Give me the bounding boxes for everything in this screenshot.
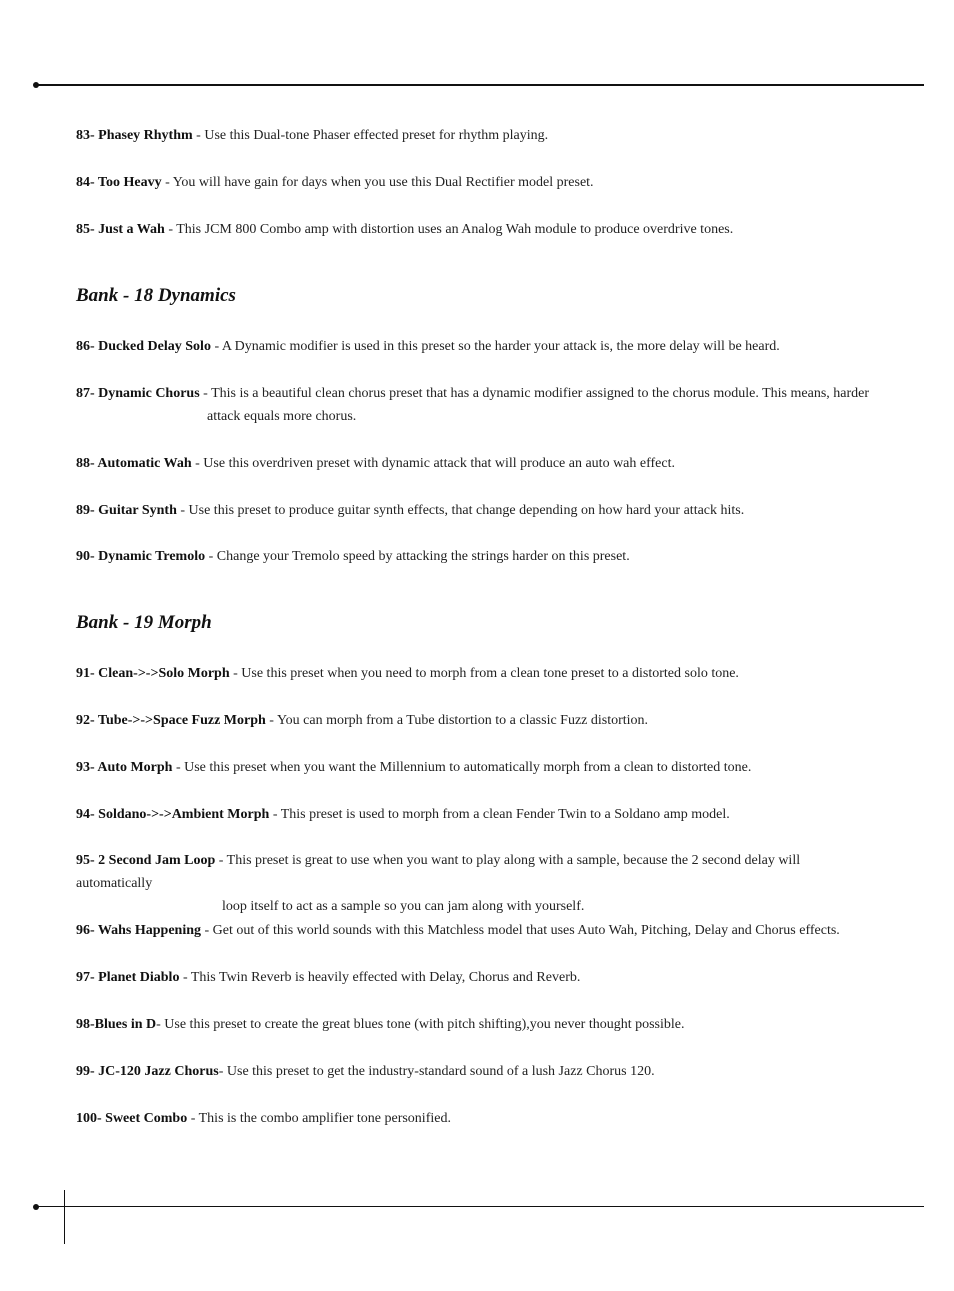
preset-description: - Use this preset to produce guitar synth effects, that change depending on how hard your attack hits.	[176, 503, 745, 518]
preset-description: - Use this preset to get the industry-standard sound of a lush Jazz Chorus 120.	[218, 1064, 655, 1079]
preset-name: 100- Sweet Combo	[76, 1111, 188, 1126]
bottom-margin-tick	[64, 1190, 65, 1244]
preset-entry-89	[76, 499, 876, 522]
preset-name: 96- Wahs Happening	[76, 923, 202, 938]
preset-name: 92- Tube->->Space Fuzz Morph	[76, 713, 266, 728]
preset-entry-84	[76, 171, 876, 194]
preset-entry-86	[76, 335, 876, 358]
preset-entry-83	[76, 124, 876, 147]
top-rule	[37, 84, 924, 86]
preset-name: 95- 2 Second Jam Loop	[76, 853, 216, 868]
preset-name: 94- Soldano->->Ambient Morph	[76, 807, 270, 822]
preset-description: - This preset is great to use when you want to play along with a sample, because the 2 second delay will automatically	[76, 853, 801, 891]
bottom-rule-dot	[33, 1204, 39, 1210]
preset-entry-91	[76, 662, 876, 685]
preset-entry-100	[76, 1107, 876, 1130]
preset-name: 87- Dynamic Chorus	[76, 386, 200, 401]
preset-entry-87	[76, 382, 876, 428]
preset-description: - Use this overdriven preset with dynamic attack that will produce an auto wah effect.	[191, 456, 675, 471]
preset-entry-90	[76, 545, 876, 568]
preset-name: 86- Ducked Delay Solo	[76, 339, 211, 354]
preset-description: - A Dynamic modifier is used in this preset so the harder your attack is, the more delay will be heard.	[210, 339, 780, 354]
preset-description: - Get out of this world sounds with this Matchless model that uses Auto Wah, Pitching, Delay and Chorus effects.	[201, 923, 840, 938]
top-rule-dot	[33, 82, 39, 88]
preset-entry-96	[76, 919, 876, 942]
preset-name: 85- Just a Wah	[76, 222, 165, 237]
preset-name: 83- Phasey Rhythm	[76, 128, 193, 143]
preset-description: - Use this preset to create the great blues tone (with pitch shifting),you never thought possible.	[156, 1017, 685, 1032]
bank-18-heading: Bank - 18 Dynamics	[76, 285, 236, 306]
preset-name: 97- Planet Diablo	[76, 970, 180, 985]
preset-entry-97	[76, 966, 876, 989]
preset-description: - This is the combo amplifier tone personified.	[187, 1111, 451, 1126]
preset-description: - This is a beautiful clean chorus preset that has a dynamic modifier assigned to the chorus module. This means, harder	[199, 386, 870, 401]
preset-description: - You can morph from a Tube distortion to a classic Fuzz distortion.	[265, 713, 649, 728]
preset-description: - Use this preset when you need to morph from a clean tone preset to a distorted solo tone.	[229, 666, 739, 681]
preset-entry-99	[76, 1060, 876, 1083]
preset-entry-92	[76, 709, 876, 732]
preset-name: 84- Too Heavy	[76, 175, 162, 190]
preset-entry-98	[76, 1013, 876, 1036]
preset-name: 89- Guitar Synth	[76, 503, 177, 518]
preset-entry-95	[76, 849, 876, 918]
bank-19-heading: Bank - 19 Morph	[76, 612, 212, 633]
bottom-rule	[37, 1206, 924, 1207]
preset-description: - Change your Tremolo speed by attacking the strings harder on this preset.	[205, 549, 630, 564]
preset-description-continued: loop itself to act as a sample so you can jam along with yourself.	[222, 899, 585, 914]
preset-description: - This preset is used to morph from a clean Fender Twin to a Soldano amp model.	[269, 807, 730, 822]
preset-name: 99- JC-120 Jazz Chorus	[76, 1064, 219, 1079]
preset-description: - You will have gain for days when you use this Dual Rectifier model preset.	[161, 175, 594, 190]
preset-name: 90- Dynamic Tremolo	[76, 549, 206, 564]
preset-description: - Use this preset when you want the Millennium to automatically morph from a clean to distorted tone.	[172, 760, 752, 775]
preset-description-continued: attack equals more chorus.	[207, 409, 357, 424]
preset-entry-93	[76, 756, 876, 779]
preset-name: 91- Clean->->Solo Morph	[76, 666, 230, 681]
preset-name: 88- Automatic Wah	[76, 456, 192, 471]
preset-description: - Use this Dual-tone Phaser effected preset for rhythm playing.	[192, 128, 549, 143]
preset-name: 93- Auto Morph	[76, 760, 173, 775]
preset-name: 98-Blues in D	[76, 1017, 157, 1032]
preset-description: - This Twin Reverb is heavily effected with Delay, Chorus and Reverb.	[179, 970, 581, 985]
preset-entry-85	[76, 218, 876, 241]
preset-entry-94	[76, 803, 876, 826]
preset-entry-88	[76, 452, 876, 475]
preset-description: - This JCM 800 Combo amp with distortion uses an Analog Wah module to produce overdrive tones.	[164, 222, 734, 237]
